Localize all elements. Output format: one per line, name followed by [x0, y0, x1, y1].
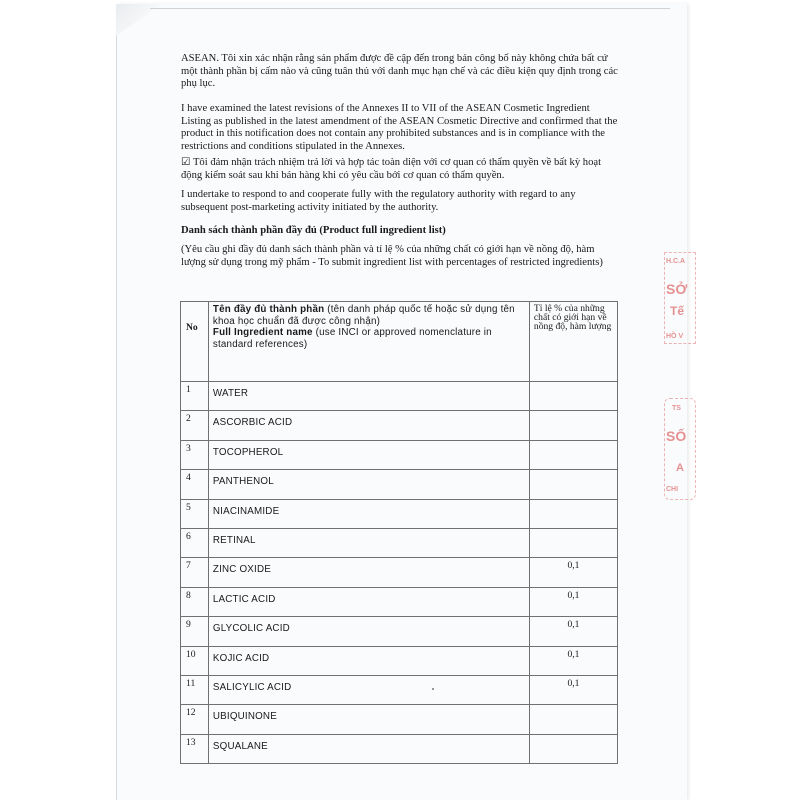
ingredient-name: GLYCOLIC ACID	[208, 617, 529, 646]
ingredient-name: KOJIC ACID	[208, 646, 529, 675]
stamp-fragment-top-frame	[664, 252, 696, 344]
table-row	[181, 705, 618, 734]
table-row	[181, 617, 618, 646]
ingredient-section-title	[181, 225, 621, 238]
table-row	[181, 528, 618, 557]
row-number: 8	[181, 587, 209, 616]
stamp-fragment-bottom-frame	[664, 398, 696, 500]
header-name-vn-rest: (tên danh pháp quốc tế hoặc sử dụng tên khoa học chuẩn đã được công nhận)	[212, 304, 515, 327]
table-row	[181, 587, 618, 616]
row-number: 10	[181, 646, 209, 675]
en-confirmation-paragraph	[181, 103, 621, 153]
vn-undertake-paragraph	[181, 157, 621, 182]
row-number: 12	[181, 705, 209, 734]
ingredient-percentage	[529, 470, 617, 499]
table-row	[181, 646, 618, 675]
page-top-edge	[150, 8, 670, 9]
ingredient-name: NIACINAMIDE	[208, 499, 529, 528]
header-name-en-rest: (use INCI or approved nomenclature in standard references)	[212, 327, 492, 350]
header-no: No	[181, 302, 209, 382]
stamp-text-4: HỒ V	[666, 333, 684, 340]
table-row	[181, 382, 618, 411]
ingredient-name: TOCOPHEROL	[208, 440, 529, 469]
table-row	[181, 558, 618, 587]
ingredient-name: WATER	[208, 382, 529, 411]
ingredient-name: UBIQUINONE	[208, 705, 529, 734]
ingredient-percentage: 0,1	[529, 558, 617, 587]
table-row	[181, 411, 618, 440]
row-number: 6	[181, 528, 209, 557]
en-confirm-text: I have examined the latest revisions of the Annexes II to VII of the ASEAN Cosmetic Ingredient Listing as published in the latest amendment of the ASEAN Cosmetic Directive and confirmed that the product in this notification does not contain any prohibited substances and is in compliance with the restrictions and conditions stipulated in the Annexes.	[181, 103, 618, 152]
table-row	[181, 734, 618, 763]
ingredient-percentage: 0,1	[529, 587, 617, 616]
row-number: 3	[181, 440, 209, 469]
ingredient-percentage	[529, 499, 617, 528]
header-name-en-bold: Full Ingredient name	[212, 327, 313, 338]
row-number: 2	[181, 411, 209, 440]
ingredient-percentage	[529, 705, 617, 734]
row-number: 11	[181, 675, 209, 704]
header-ingredient-name	[208, 302, 529, 382]
stamp-text-7: A	[676, 462, 684, 474]
vn-confirmation-paragraph	[181, 53, 621, 91]
ingredient-percentage: 0,1	[529, 646, 617, 675]
stamp-text-8: CHI	[666, 486, 679, 493]
table-header-row	[181, 302, 618, 382]
ingredient-table	[180, 301, 618, 764]
ingredient-percentage	[529, 411, 617, 440]
ingredient-name: SALICYLIC ACID	[208, 675, 529, 704]
ingredient-section-note	[181, 244, 621, 269]
table-row	[181, 499, 618, 528]
section-note-text: (Yêu cầu ghi đầy đủ danh sách thành phần và tỉ lệ % của những chất có giới hạn về nồng độ, hàm lượng sử dụng trong mỹ phẩm - To submit ingredient list with percentages of restricted ingredients)	[181, 244, 603, 268]
stamp-text-2: SỞ	[666, 281, 688, 297]
ingredient-percentage	[529, 382, 617, 411]
en-undertake-text: I undertake to respond to and cooperate fully with the regulatory authority with regard to any subsequent post-marketing activity initiated by the authority.	[181, 189, 576, 213]
row-number: 9	[181, 617, 209, 646]
section-title-text: Danh sách thành phần đầy đủ (Product full ingredient list)	[181, 225, 446, 236]
stamp-text-5: TS	[672, 405, 681, 412]
ingredient-percentage	[529, 440, 617, 469]
header-percentage: Tỉ lệ % của những chất có giới hạn về nồng độ, hàm lượng	[529, 302, 617, 382]
stamp-text-6: SỐ	[666, 428, 687, 444]
ingredient-name: SQUALANE	[208, 734, 529, 763]
stamp-text-3: Tế	[670, 304, 685, 318]
stamp-text-1: H.C.A	[666, 258, 686, 265]
ingredient-percentage	[529, 528, 617, 557]
ink-speck	[432, 688, 434, 690]
vn-confirm-text: ASEAN. Tôi xin xác nhận rằng sản phẩm được đề cập đến trong bản công bố này không chứa bất cứ một thành phần bị cấm nào và cũng tuân thủ với danh mục hạn chế và các điều kiện quy định trong các phụ lục.	[181, 53, 618, 90]
row-number: 1	[181, 382, 209, 411]
en-undertake-paragraph	[181, 189, 621, 214]
vn-undertake-text: ☑ Tôi đảm nhận trách nhiệm trả lời và hợp tác toàn diện với cơ quan có thẩm quyền về bất kỳ hoạt động kiểm soát sau khi bán hàng khi có yêu cầu bởi cơ quan có thẩm quyền.	[181, 157, 602, 181]
row-number: 7	[181, 558, 209, 587]
ingredient-percentage: 0,1	[529, 617, 617, 646]
row-number: 5	[181, 499, 209, 528]
ingredient-name: LACTIC ACID	[208, 587, 529, 616]
table-row	[181, 470, 618, 499]
ingredient-percentage	[529, 734, 617, 763]
header-name-vn-bold: Tên đầy đủ thành phần	[212, 304, 325, 315]
table-row	[181, 440, 618, 469]
row-number: 4	[181, 470, 209, 499]
row-number: 13	[181, 734, 209, 763]
ingredient-name: RETINAL	[208, 528, 529, 557]
ingredient-name: PANTHENOL	[208, 470, 529, 499]
ingredient-percentage: 0,1	[529, 675, 617, 704]
table-row	[181, 675, 618, 704]
ingredient-name: ZINC OXIDE	[208, 558, 529, 587]
ingredient-name: ASCORBIC ACID	[208, 411, 529, 440]
